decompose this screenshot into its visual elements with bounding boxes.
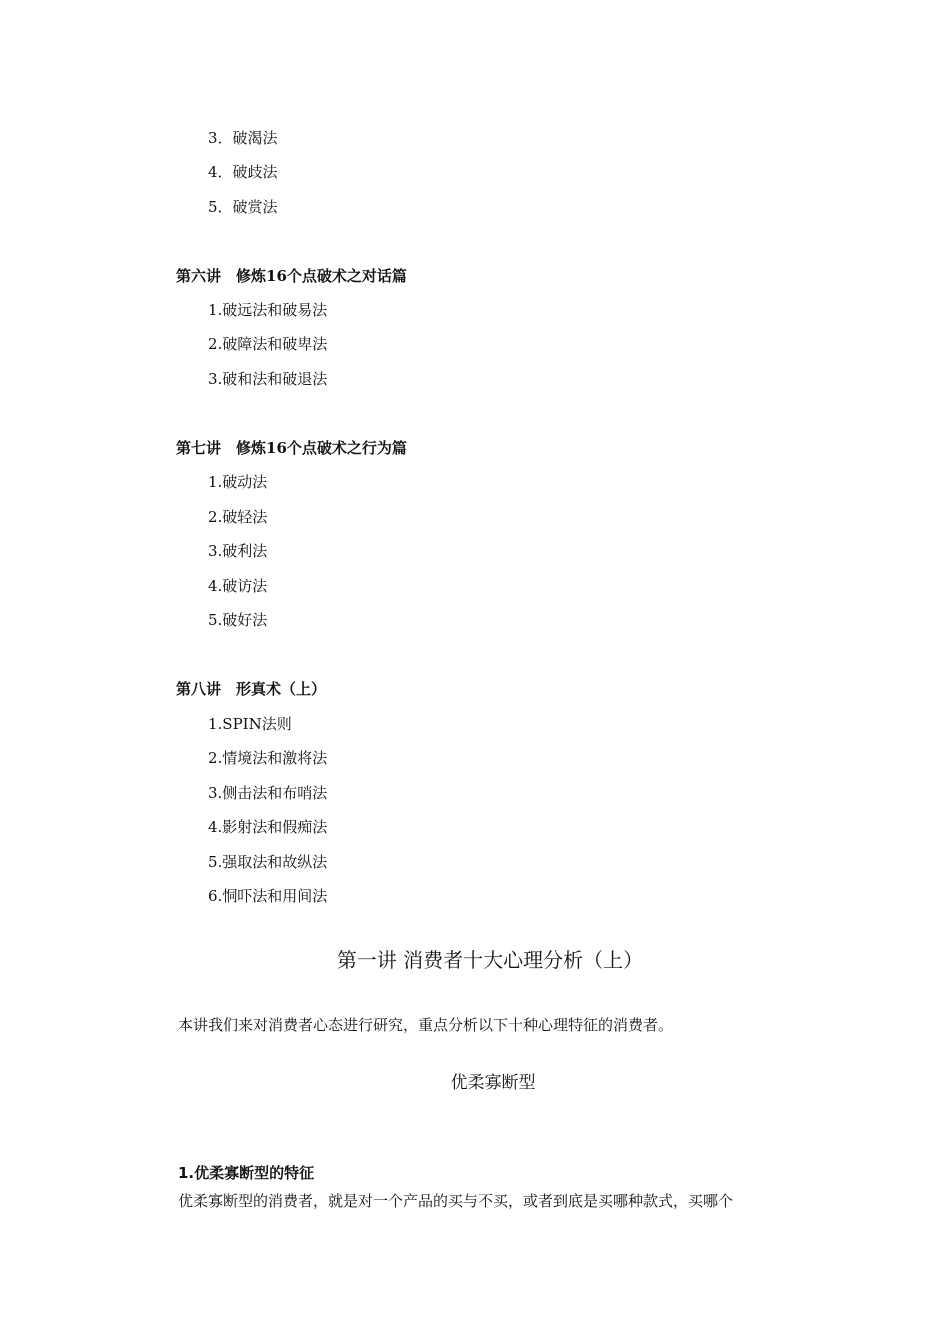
toc-item: 3.侧击法和布哨法 xyxy=(208,784,328,802)
toc-item: 3.破和法和破退法 xyxy=(208,370,328,388)
toc-item: 1.破动法 xyxy=(208,473,268,491)
toc-item: 2.情境法和激将法 xyxy=(208,749,328,767)
toc-item: 2.破轻法 xyxy=(208,508,268,526)
type-title: 优柔寡断型 xyxy=(450,1073,536,1093)
toc-item: 3.破利法 xyxy=(208,542,268,560)
lecture-title: 第一讲 消费者十大心理分析（上） xyxy=(336,948,644,972)
toc-item: 1.SPIN法则 xyxy=(208,715,292,733)
body-paragraph: 优柔寡断型的消费者，就是对一个产品的买与不买，或者到底是买哪种款式，买哪个 xyxy=(178,1192,734,1210)
subsection-heading: 1.优柔寡断型的特征 xyxy=(178,1164,315,1182)
section-heading-lecture-6: 第六讲 修炼16个点破术之对话篇 xyxy=(176,267,407,285)
toc-item-po-shang-fa: 5．破赏法 xyxy=(208,198,278,216)
toc-item: 4.影射法和假痴法 xyxy=(208,818,328,836)
toc-item: 5.强取法和故纵法 xyxy=(208,853,328,871)
toc-item: 4.破访法 xyxy=(208,577,268,595)
section-heading-lecture-8: 第八讲 形真术（上） xyxy=(176,680,327,698)
toc-item-po-qi-fa: 4．破歧法 xyxy=(208,163,278,181)
intro-paragraph: 本讲我们来对消费者心态进行研究，重点分析以下十种心理特征的消费者。 xyxy=(178,1016,674,1034)
toc-item: 5.破好法 xyxy=(208,611,268,629)
toc-item-po-ke-fa: 3．破渴法 xyxy=(208,129,278,147)
toc-item: 6.恫吓法和用间法 xyxy=(208,887,328,905)
section-heading-lecture-7: 第七讲 修炼16个点破术之行为篇 xyxy=(176,439,407,457)
toc-item: 2.破障法和破卑法 xyxy=(208,335,328,353)
toc-item: 1.破远法和破易法 xyxy=(208,301,328,319)
